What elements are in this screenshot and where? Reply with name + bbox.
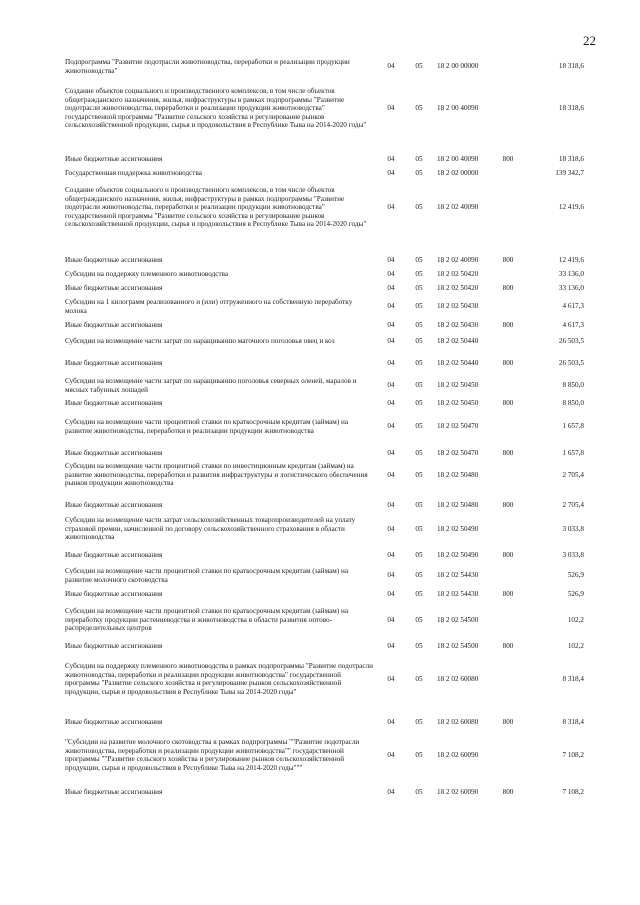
row-amount: 1 657,8 bbox=[562, 449, 584, 457]
row-name: "Субсидии на развитие молочного скотоводства в рамках подпрограммы ""Развитие подотрасли животноводства, переработки и реализации продукции животноводства"" государственной программы ""Развитие сельского хозяйства и регулирование рынков сельскохозяйственной продукции, сырья и продовольствия в Республике Тыва на 2014-2020 годы""" bbox=[65, 738, 360, 772]
row-csr: 18 2 02 50440 bbox=[437, 359, 479, 367]
row-csr: 18 2 02 50430 bbox=[437, 321, 479, 329]
row-subsection: 05 bbox=[415, 571, 423, 579]
row-csr: 18 2 02 60090 bbox=[437, 751, 479, 759]
row-name: Иные бюджетные ассигнования bbox=[65, 551, 163, 559]
row-amount: 139 342,7 bbox=[555, 169, 584, 177]
row-vr: 800 bbox=[502, 642, 514, 650]
row-csr: 18 2 02 60080 bbox=[437, 718, 479, 726]
row-csr: 18 2 00 40090 bbox=[437, 155, 479, 163]
row-section: 04 bbox=[387, 616, 395, 624]
row-amount: 8 318,4 bbox=[562, 718, 584, 726]
row-section: 04 bbox=[387, 551, 395, 559]
row-subsection: 05 bbox=[415, 321, 423, 329]
row-vr: 800 bbox=[502, 256, 514, 264]
row-vr: 800 bbox=[502, 359, 514, 367]
row-name: Иные бюджетные ассигнования bbox=[65, 256, 163, 264]
row-subsection: 05 bbox=[415, 381, 423, 389]
row-amount: 3 033,8 bbox=[562, 525, 584, 533]
row-subsection: 05 bbox=[415, 422, 423, 430]
row-name: Иные бюджетные ассигнования bbox=[65, 718, 163, 726]
row-csr: 18 2 02 50470 bbox=[437, 449, 479, 457]
row-name: Субсидии на возмещение части затрат сельскохозяйственных товаропроизводителей на уплату страховой премии, начисленной по договору сельскохозяйственного страхования в области животноводства bbox=[65, 516, 356, 542]
row-name: Субсидии на 1 килограмм реализованного и (или) отгруженного на собственную переработку молока bbox=[65, 298, 353, 315]
row-subsection: 05 bbox=[415, 359, 423, 367]
row-csr: 18 2 02 50480 bbox=[437, 471, 479, 479]
row-amount: 4 617,3 bbox=[562, 321, 584, 329]
row-subsection: 05 bbox=[415, 675, 423, 683]
row-csr: 18 2 02 54500 bbox=[437, 616, 479, 624]
row-csr: 18 2 00 40090 bbox=[437, 104, 479, 112]
row-amount: 33 136,0 bbox=[558, 270, 584, 278]
row-amount: 102,2 bbox=[567, 616, 584, 624]
row-csr: 18 2 02 50480 bbox=[437, 501, 479, 509]
row-vr: 800 bbox=[502, 788, 514, 796]
row-section: 04 bbox=[387, 449, 395, 457]
row-subsection: 05 bbox=[415, 302, 423, 310]
row-section: 04 bbox=[387, 501, 395, 509]
row-amount: 26 503,5 bbox=[558, 359, 584, 367]
row-name: Создание объектов социального и производственного комплексов, в том числе объектов общегражданского назначения, жилья, инфраструктуры в рамках подпрограммы "Развитие подотрасли животноводства, переработки и реализации продукции животноводства" государственной программы "Развитие сельского хозяйства и регулирование рынков сельскохозяйственной продукции, сырья и продовольствия в Республике Тыва на 2014-2020 годы" bbox=[65, 186, 367, 229]
row-amount: 2 705,4 bbox=[562, 471, 584, 479]
row-section: 04 bbox=[387, 104, 395, 112]
row-section: 04 bbox=[387, 525, 395, 533]
row-amount: 26 503,5 bbox=[558, 337, 584, 345]
row-section: 04 bbox=[387, 321, 395, 329]
row-section: 04 bbox=[387, 359, 395, 367]
row-amount: 1 657,8 bbox=[562, 422, 584, 430]
row-section: 04 bbox=[387, 751, 395, 759]
row-subsection: 05 bbox=[415, 337, 423, 345]
row-name: Иные бюджетные ассигнования bbox=[65, 788, 163, 796]
row-name: Иные бюджетные ассигнования bbox=[65, 642, 163, 650]
row-csr: 18 2 02 50430 bbox=[437, 302, 479, 310]
row-subsection: 05 bbox=[415, 155, 423, 163]
row-subsection: 05 bbox=[415, 642, 423, 650]
row-csr: 18 2 02 60090 bbox=[437, 788, 479, 796]
row-amount: 102,2 bbox=[567, 642, 584, 650]
row-vr: 800 bbox=[502, 590, 514, 598]
row-name: Иные бюджетные ассигнования bbox=[65, 449, 163, 457]
row-subsection: 05 bbox=[415, 449, 423, 457]
row-vr: 800 bbox=[502, 718, 514, 726]
row-section: 04 bbox=[387, 256, 395, 264]
row-name: Субсидии на поддержку племенного животноводства в рамках подпрограммы "Развитие подотрасли животноводства, переработки и реализации продукции животноводства" государственной программы "Развитие сельского хозяйства и регулирование рынков сельскохозяйственной продукции, сырья и продовольствия в Республике Тыва на 2014-2020 годы" bbox=[65, 662, 373, 696]
row-vr: 800 bbox=[502, 551, 514, 559]
row-section: 04 bbox=[387, 203, 395, 211]
row-csr: 18 2 02 50470 bbox=[437, 422, 479, 430]
row-subsection: 05 bbox=[415, 788, 423, 796]
row-name: Государственная поддержка животноводства bbox=[65, 169, 202, 177]
row-amount: 2 705,4 bbox=[562, 501, 584, 509]
row-name: Субсидии на возмещение части затрат по наращиванию поголовья северных оленей, маралов и мясных табунных лошадей bbox=[65, 377, 357, 394]
row-amount: 526,9 bbox=[567, 571, 584, 579]
row-csr: 18 2 00 00000 bbox=[437, 62, 479, 70]
row-subsection: 05 bbox=[415, 399, 423, 407]
row-csr: 18 2 02 54500 bbox=[437, 642, 479, 650]
row-amount: 18 318,6 bbox=[558, 155, 584, 163]
row-csr: 18 2 02 50490 bbox=[437, 525, 479, 533]
row-section: 04 bbox=[387, 337, 395, 345]
row-subsection: 05 bbox=[415, 471, 423, 479]
row-csr: 18 2 02 60080 bbox=[437, 675, 479, 683]
row-csr: 18 2 02 50450 bbox=[437, 399, 479, 407]
row-section: 04 bbox=[387, 642, 395, 650]
row-section: 04 bbox=[387, 590, 395, 598]
row-name: Субсидии на возмещение части процентной ставки по краткосрочным кредитам (займам) на развитие молочного скотоводства bbox=[65, 567, 349, 584]
row-name: Субсидии на возмещение части затрат по наращиванию маточного поголовья овец и коз bbox=[65, 337, 335, 345]
row-subsection: 05 bbox=[415, 551, 423, 559]
row-subsection: 05 bbox=[415, 590, 423, 598]
row-csr: 18 2 02 50420 bbox=[437, 270, 479, 278]
row-subsection: 05 bbox=[415, 501, 423, 509]
row-name: Иные бюджетные ассигнования bbox=[65, 155, 163, 163]
row-amount: 526,9 bbox=[567, 590, 584, 598]
row-csr: 18 2 02 50490 bbox=[437, 551, 479, 559]
row-amount: 3 033,8 bbox=[562, 551, 584, 559]
row-csr: 18 2 02 40090 bbox=[437, 203, 479, 211]
row-csr: 18 2 02 54430 bbox=[437, 571, 479, 579]
row-subsection: 05 bbox=[415, 270, 423, 278]
row-section: 04 bbox=[387, 169, 395, 177]
row-amount: 8 850,0 bbox=[562, 399, 584, 407]
row-section: 04 bbox=[387, 399, 395, 407]
row-name: Субсидии на возмещение части процентной ставки по инвестиционным кредитам (займам) на развитие животноводства, переработки и развития инфраструктуры и логистического обеспечения рынков продукции животноводства bbox=[65, 462, 368, 488]
row-vr: 800 bbox=[502, 321, 514, 329]
row-name: Субсидии на поддержку племенного животноводства bbox=[65, 270, 229, 278]
row-amount: 18 318,6 bbox=[558, 104, 584, 112]
row-csr: 18 2 02 50450 bbox=[437, 381, 479, 389]
row-section: 04 bbox=[387, 302, 395, 310]
row-amount: 12 419,6 bbox=[558, 256, 584, 264]
row-subsection: 05 bbox=[415, 169, 423, 177]
row-name: Иные бюджетные ассигнования bbox=[65, 359, 163, 367]
row-subsection: 05 bbox=[415, 718, 423, 726]
row-section: 04 bbox=[387, 155, 395, 163]
row-csr: 18 2 02 54430 bbox=[437, 590, 479, 598]
row-amount: 18 318,6 bbox=[558, 62, 584, 70]
row-section: 04 bbox=[387, 571, 395, 579]
row-name: Субсидии на возмещение части процентной ставки по краткосрочным кредитам (займам) на переработку продукции растениеводства и животноводства в области развития оптово-распределительных центров bbox=[65, 607, 349, 633]
row-section: 04 bbox=[387, 788, 395, 796]
row-vr: 800 bbox=[502, 501, 514, 509]
row-amount: 8 318,4 bbox=[562, 675, 584, 683]
row-vr: 800 bbox=[502, 155, 514, 163]
row-name: Подпрограмма "Развитие подотрасли животноводства, переработки и реализации продукции животноводства" bbox=[65, 58, 350, 75]
row-subsection: 05 bbox=[415, 203, 423, 211]
row-amount: 33 136,0 bbox=[558, 284, 584, 292]
row-subsection: 05 bbox=[415, 62, 423, 70]
row-section: 04 bbox=[387, 718, 395, 726]
row-section: 04 bbox=[387, 62, 395, 70]
row-name: Иные бюджетные ассигнования bbox=[65, 399, 163, 407]
row-name: Создание объектов социального и производственного комплексов, в том числе объектов общегражданского назначения, жилья, инфраструктуры в рамках подпрограммы "Развитие подотрасли животноводства, переработки и реализации продукции животноводства" государственной программы "Развитие сельского хозяйства и регулирование рынков сельскохозяйственной продукции, сырья и продовольствия в Республике Тыва на 2014-2020 годы" bbox=[65, 87, 367, 130]
row-subsection: 05 bbox=[415, 284, 423, 292]
row-section: 04 bbox=[387, 284, 395, 292]
row-section: 04 bbox=[387, 675, 395, 683]
row-section: 04 bbox=[387, 471, 395, 479]
row-csr: 18 2 02 40090 bbox=[437, 256, 479, 264]
row-section: 04 bbox=[387, 270, 395, 278]
row-section: 04 bbox=[387, 381, 395, 389]
row-csr: 18 2 02 50440 bbox=[437, 337, 479, 345]
row-amount: 7 108,2 bbox=[562, 788, 584, 796]
row-subsection: 05 bbox=[415, 525, 423, 533]
row-subsection: 05 bbox=[415, 751, 423, 759]
row-amount: 4 617,3 bbox=[562, 302, 584, 310]
row-name: Иные бюджетные ассигнования bbox=[65, 590, 163, 598]
row-name: Иные бюджетные ассигнования bbox=[65, 501, 163, 509]
row-subsection: 05 bbox=[415, 256, 423, 264]
row-csr: 18 2 02 00000 bbox=[437, 169, 479, 177]
row-vr: 800 bbox=[502, 449, 514, 457]
row-vr: 800 bbox=[502, 284, 514, 292]
row-subsection: 05 bbox=[415, 104, 423, 112]
row-name: Иные бюджетные ассигнования bbox=[65, 284, 163, 292]
row-name: Иные бюджетные ассигнования bbox=[65, 321, 163, 329]
row-csr: 18 2 02 50420 bbox=[437, 284, 479, 292]
row-name: Субсидии на возмещение части процентной ставки по краткосрочным кредитам (займам) на развитие животноводства, переработки и реализации продукции животноводства bbox=[65, 418, 349, 435]
page-number: 22 bbox=[583, 33, 596, 48]
row-amount: 12 419,6 bbox=[558, 203, 584, 211]
row-amount: 7 108,2 bbox=[562, 751, 584, 759]
row-vr: 800 bbox=[502, 399, 514, 407]
row-section: 04 bbox=[387, 422, 395, 430]
row-amount: 8 850,0 bbox=[562, 381, 584, 389]
row-subsection: 05 bbox=[415, 616, 423, 624]
